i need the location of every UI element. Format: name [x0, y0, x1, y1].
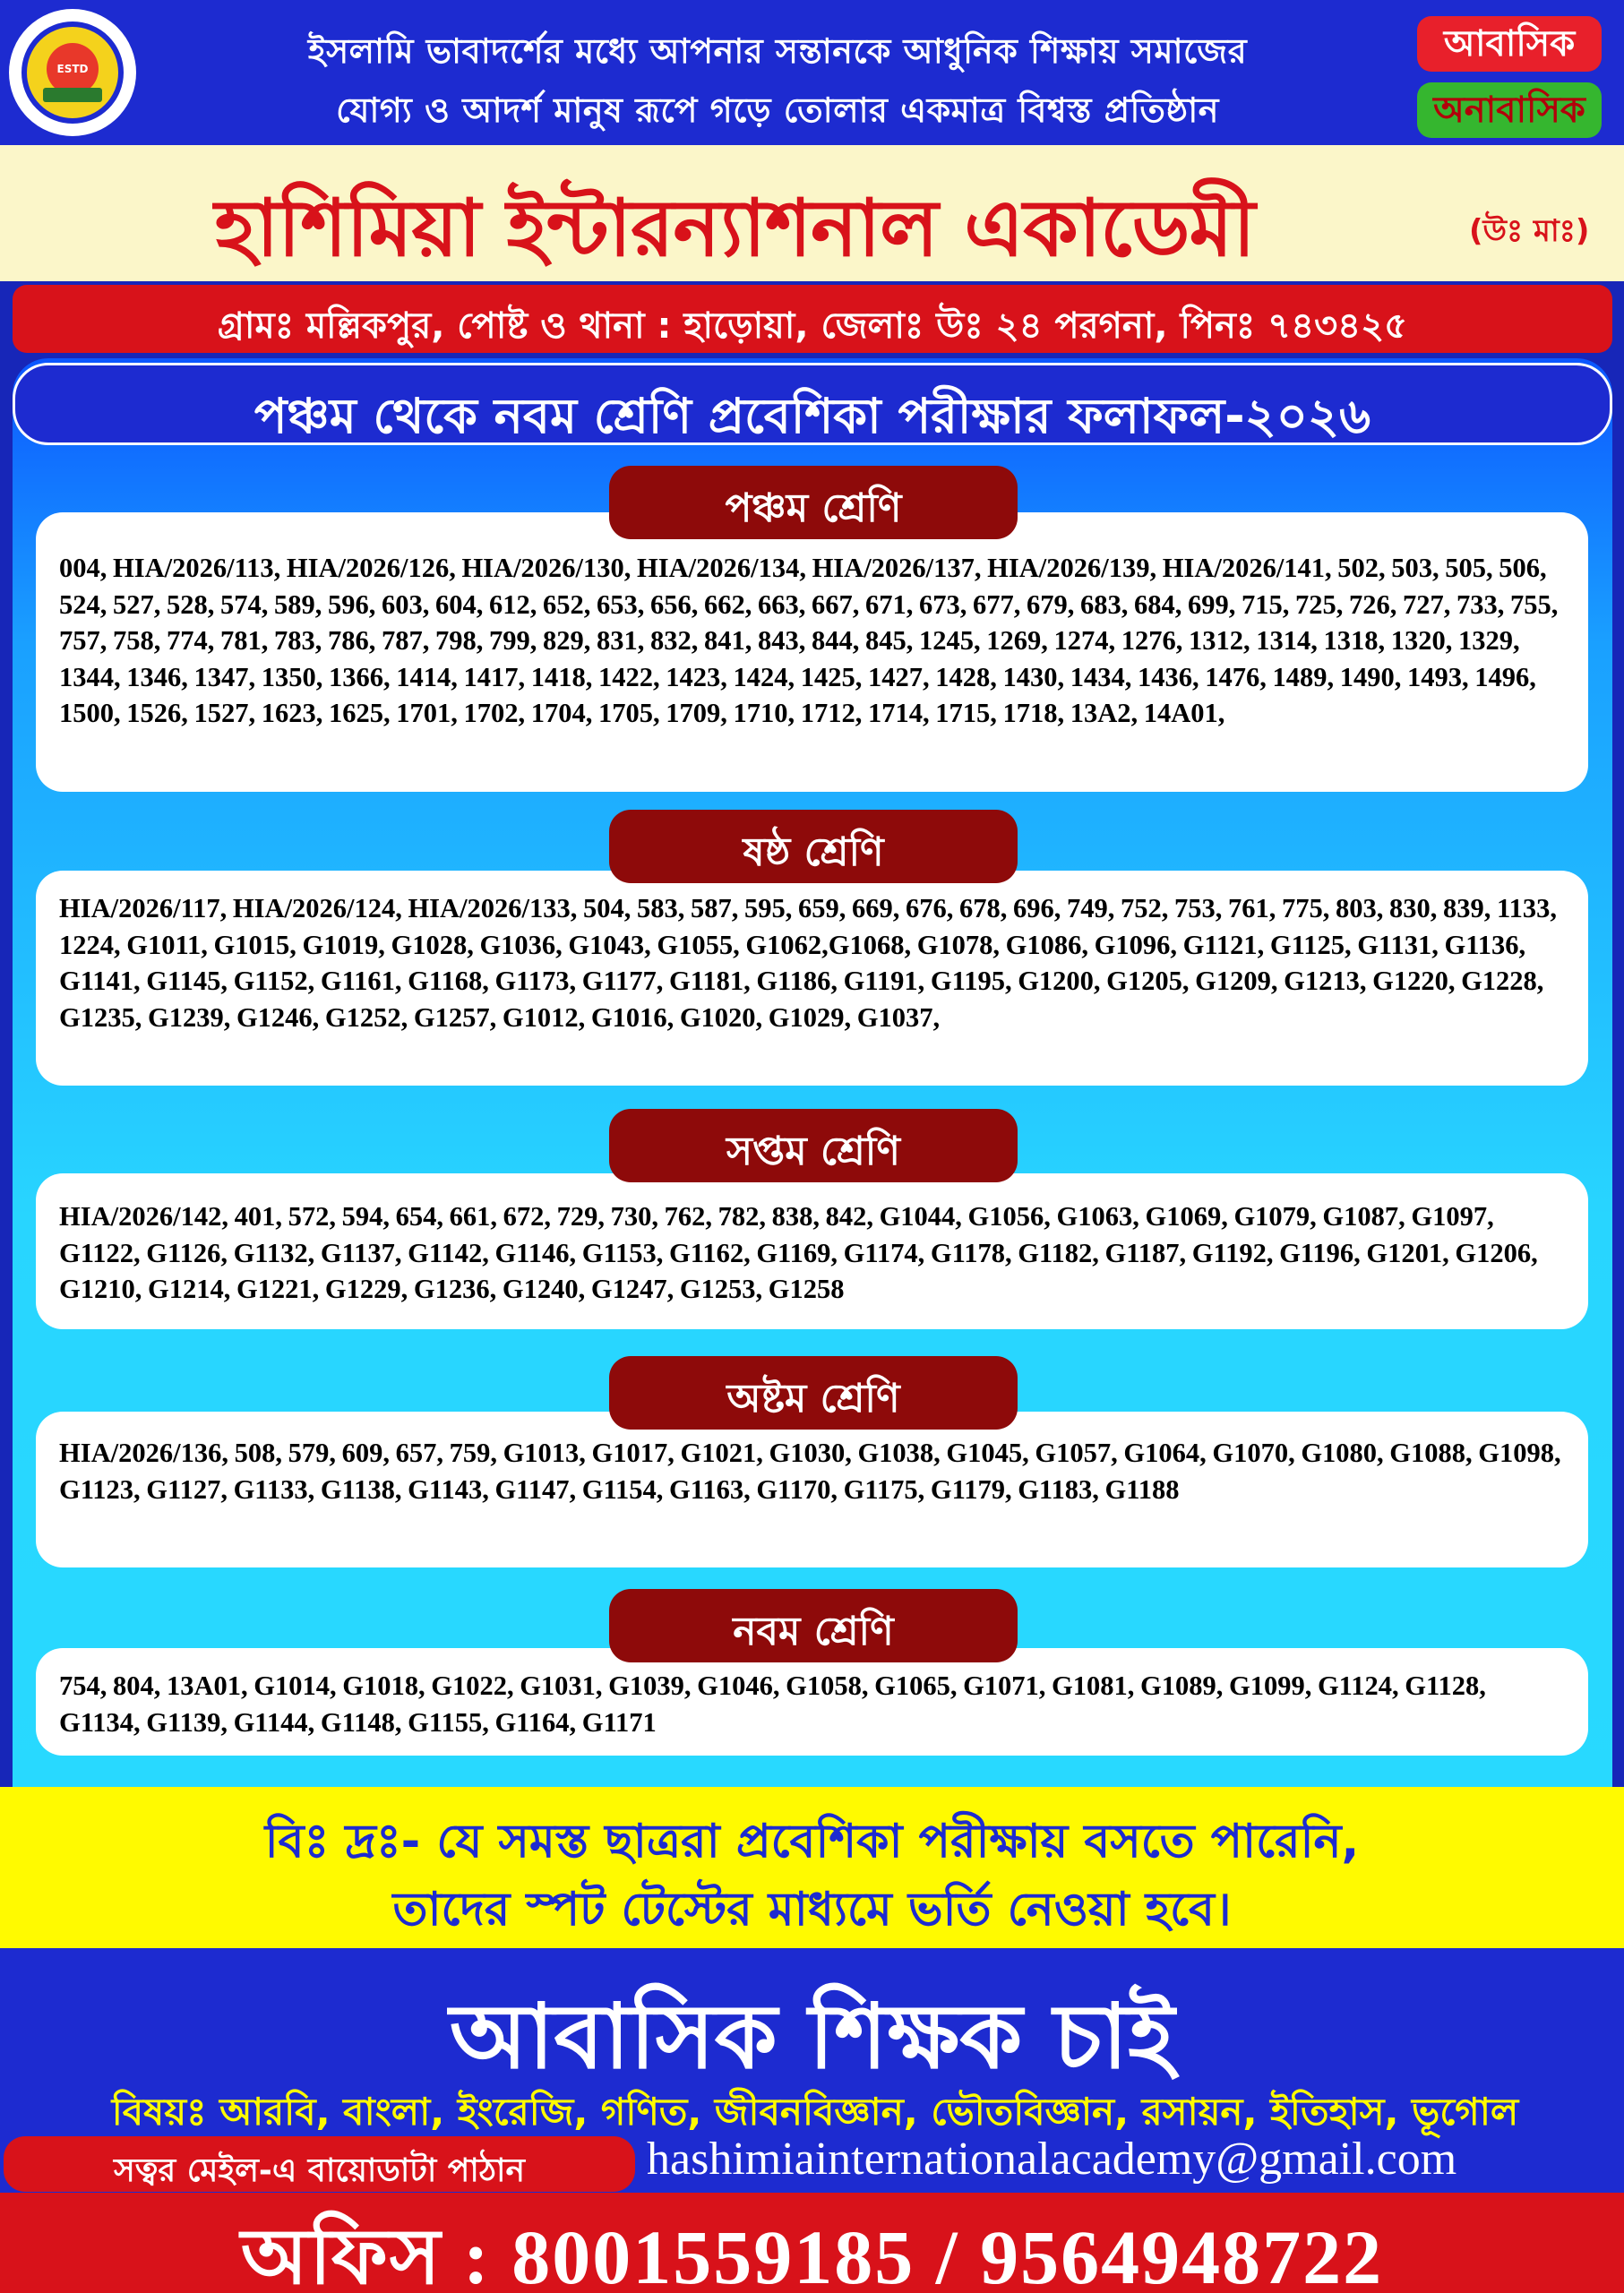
class-8-rolls: HIA/2026/136, 508, 579, 609, 657, 759, G1013, G1017, G1021, G1030, G1038, G1045, G1057, G1064, G1070, G1080, G1088, G1098, G1123, G1127, G1133, G1138, G1143, G1147, G1154, G1163, G1170, G1175, G1179, G1183, G1188 [59, 1438, 1561, 1505]
office-band [0, 2193, 1624, 2293]
recruitment-subjects: বিষয়ঃ আরবি, বাংলা, ইংরেজি, গণিত, জীবনবিজ্ঞান, ভৌতবিজ্ঞান, রসায়ন, ইতিহাস, ভূগোল [111, 2090, 1519, 2134]
logo-emblem [21, 21, 124, 124]
office-phone-numbers[interactable]: অফিস : 8001559185 / 9564948722 [240, 2214, 1384, 2293]
title-band [0, 145, 1624, 281]
class-7-label: সপ্তম শ্রেণি [726, 1129, 900, 1174]
academy-logo [9, 9, 136, 136]
logo-book-icon [43, 88, 102, 102]
class-8-label: অষ্টম শ্রেণি [726, 1376, 900, 1421]
tagline-line-1: ইসলামি ভাবাদর্শের মধ্যে আপনার সন্তানকে আধুনিক শিক্ষায় সমাজের [307, 31, 1248, 71]
contact-email[interactable]: hashimiainternationalacademy@gmail.com [647, 2134, 1457, 2185]
logo-estd-text: ESTD [56, 63, 89, 75]
class-7-rolls: HIA/2026/142, 401, 572, 594, 654, 661, 672, 729, 730, 762, 782, 838, 842, G1044, G1056, G1063, G1069, G1079, G1087, G1097, G1122, G1126, G1132, G1137, G1142, G1146, G1153, G1162, G1169, G1174, G1178, G1182, G1187, G1192, G1196, G1201, G1206, G1210, G1214, G1221, G1229, G1236, G1240, G1247, G1253, G1258 [59, 1201, 1538, 1304]
tagline-line-2: যোগ্য ও আদর্শ মানুষ রূপে গড়ে তোলার একমাত্র বিশ্বস্ত প্রতিষ্ঠান [336, 90, 1219, 130]
class-6-card [36, 871, 1588, 1086]
address-band [13, 285, 1612, 353]
class-7-card [36, 1173, 1588, 1329]
notice-line-2: তাদের স্পট টেস্টের মাধ্যমে ভর্তি নেওয়া হবে। [392, 1883, 1232, 1937]
class-8-tab [609, 1356, 1018, 1430]
class-5-tab [609, 466, 1018, 539]
class-9-rolls: 754, 804, 13A01, G1014, G1018, G1022, G1031, G1039, G1046, G1058, G1065, G1071, G1081, G1089, G1099, G1124, G1128, G1134, G1139, G1144, G1148, G1155, G1164, G1171 [59, 1670, 1486, 1738]
class-6-tab [609, 810, 1018, 883]
class-8-card [36, 1412, 1588, 1567]
institution-level: (উঃ মাঃ) [1469, 213, 1590, 249]
class-6-rolls: HIA/2026/117, HIA/2026/124, HIA/2026/133, 504, 583, 587, 595, 659, 669, 676, 678, 696, 749, 752, 753, 761, 775, 803, 830, 839, 1133, 1224, G1011, G1015, G1019, G1028, G1036, G1043, G1055, G1062,G1068, G1078, G1086, G1096, G1121, G1125, G1131, G1136, G1141, G1145, G1152, G1161, G1168, G1173, G1177, G1181, G1186, G1191, G1195, G1200, G1205, G1209, G1213, G1220, G1228, G1235, G1239, G1246, G1252, G1257, G1012, G1016, G1020, G1029, G1037, [59, 893, 1557, 1033]
notice-band [0, 1787, 1624, 1948]
notice-line-1: বিঃ দ্রঃ- যে সমস্ত ছাত্ররা প্রবেশিকা পরীক্ষায় বসতে পারেনি, [264, 1815, 1360, 1868]
class-5-card [36, 512, 1588, 792]
recruitment-band [0, 1948, 1624, 2193]
recruitment-title: আবাসিক শিক্ষক চাই [449, 1984, 1175, 2089]
residential-badge: আবাসিক [1417, 16, 1602, 72]
class-9-tab [609, 1589, 1018, 1662]
cv-instruction-pill [4, 2136, 635, 2192]
class-6-label: ষষ্ঠ শ্রেণি [743, 829, 884, 875]
results-headline-band [13, 363, 1612, 445]
class-7-tab [609, 1109, 1018, 1182]
institution-name: হাশিমিয়া ইন্টারন্যাশনাল একাডেমী [214, 182, 1255, 274]
class-5-rolls: 004, HIA/2026/113, HIA/2026/126, HIA/2026/130, HIA/2026/134, HIA/2026/137, HIA/2026/139, HIA/2026/141, 502, 503, 505, 506, 524, 527, 528, 574, 589, 596, 603, 604, 612, 652, 653, 656, 662, 663, 667, 671, 673, 677, 679, 683, 684, 699, 715, 725, 726, 727, 733, 755, 757, 758, 774, 781, 783, 786, 787, 798, 799, 829, 831, 832, 841, 843, 844, 845, 1245, 1269, 1274, 1276, 1312, 1314, 1318, 1320, 1329, 1344, 1346, 1347, 1350, 1366, 1414, 1417, 1418, 1422, 1423, 1424, 1425, 1427, 1428, 1430, 1434, 1436, 1476, 1489, 1490, 1493, 1496, 1500, 1526, 1527, 1623, 1625, 1701, 1702, 1704, 1705, 1709, 1710, 1712, 1714, 1715, 1718, 13A2, 14A01, [59, 553, 1559, 728]
nonresidential-badge: অনাবাসিক [1417, 82, 1602, 138]
results-headline: পঞ্চম থেকে নবম শ্রেণি প্রবেশিকা পরীক্ষার ফলাফল-২০২৬ [253, 388, 1371, 444]
institution-address: গ্রামঃ মল্লিকপুর, পোষ্ট ও থানা : হাড়োয়া, জেলাঃ উঃ ২৪ পরগনা, পিনঃ ৭৪৩৪২৫ [217, 305, 1408, 347]
class-5-label: পঞ্চম শ্রেণি [725, 485, 902, 531]
class-9-label: নবম শ্রেণি [733, 1609, 894, 1654]
cv-instruction-text: সত্বর মেইল-এ বায়োডাটা পাঠান [114, 2152, 525, 2189]
header-band [0, 0, 1624, 145]
